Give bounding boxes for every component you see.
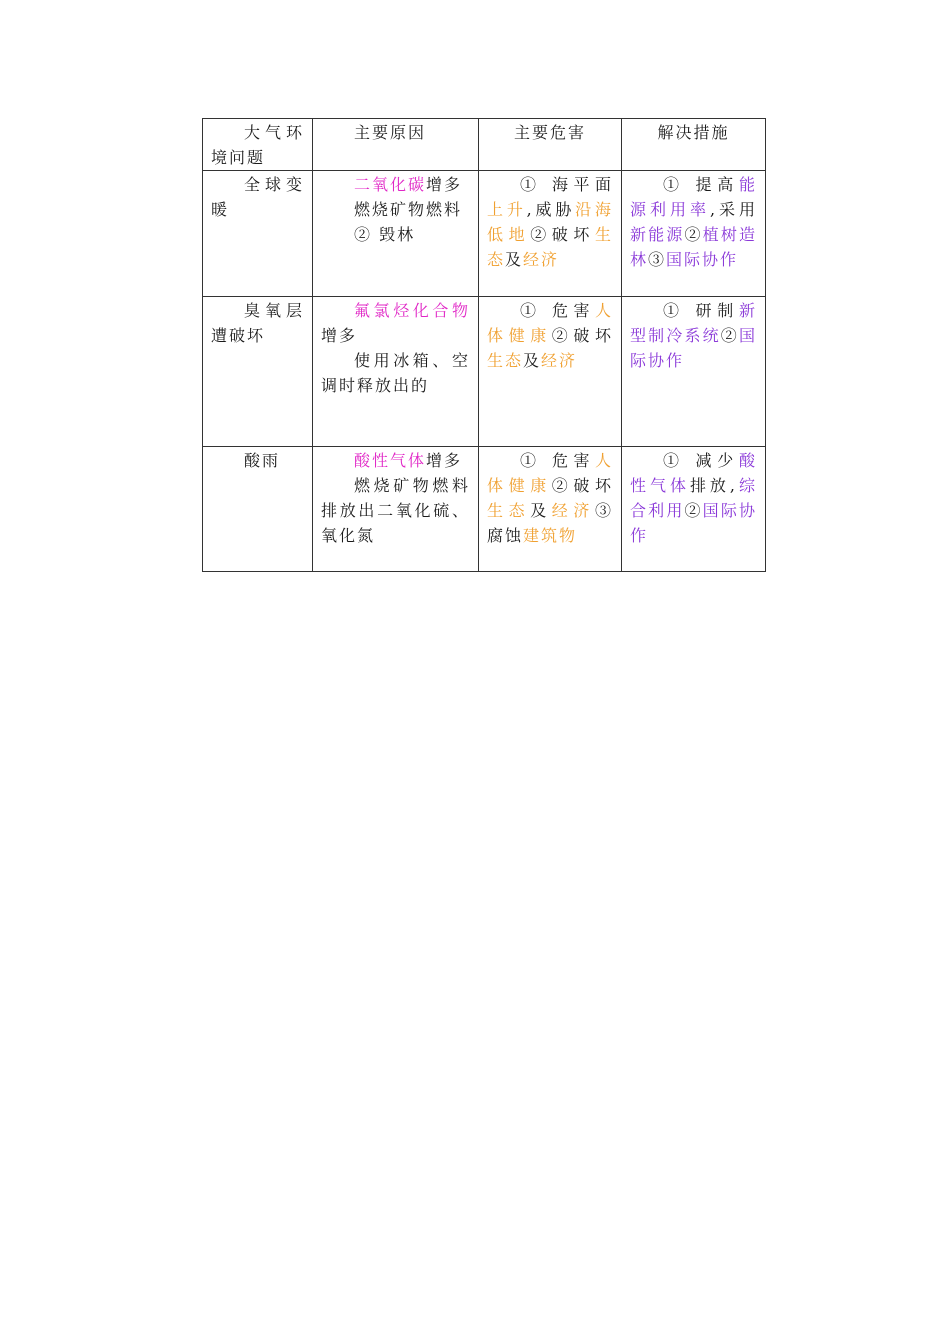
header-cause: 主要原因 (313, 119, 479, 171)
cause-tail-text: 增多 (426, 451, 463, 470)
highlight-text: 建筑物 (523, 526, 578, 545)
highlight-text: 人体健康 (487, 301, 613, 345)
highlight-text: 上升 (487, 200, 527, 219)
environment-issues-table (202, 118, 766, 572)
text-segment: ②破坏 (551, 326, 613, 345)
cause-key-text: 二氧化碳 (354, 175, 427, 194)
text-segment: ① 危害 (520, 301, 595, 320)
text-segment: 及 (505, 250, 524, 269)
highlight-text: 生态 (487, 351, 524, 370)
harm-cell (479, 171, 622, 297)
problem-cell: 臭氧层遭破坏 (203, 297, 313, 447)
problem-cell: 全球变暖 (203, 171, 313, 297)
text-segment: ,威胁 (526, 200, 576, 219)
text-segment: ① 海平面 (520, 175, 613, 194)
text-segment: ② (720, 326, 739, 345)
problem-cell: 酸雨 (203, 447, 313, 572)
highlight-text: 人体健康 (487, 451, 613, 495)
highlight-text: 生态 (487, 225, 613, 269)
solution-cell (622, 447, 766, 572)
highlight-text: 能源利用率 (630, 175, 757, 219)
cause-tail-text: 增多 (321, 326, 358, 345)
cause-detail: 燃烧矿物燃料排放出二氧化硫、氧化氮 (321, 476, 470, 545)
text-segment: ② (684, 225, 703, 244)
harm-cell (479, 447, 622, 572)
header-harm: 主要危害 (479, 119, 622, 171)
text-segment: ,采用 (709, 200, 757, 219)
highlight-text: 国际协作 (666, 250, 739, 269)
table-header-row (203, 119, 766, 171)
cause-detail-2: ② 毁林 (354, 225, 416, 244)
solution-cell (622, 171, 766, 297)
text-segment: 及 (530, 501, 552, 520)
cause-key-text: 氟氯烃化合物 (354, 301, 470, 320)
highlight-text: 新型制冷系统 (630, 301, 757, 345)
table-row (203, 297, 766, 447)
header-problem: 大气环境问题 (203, 119, 313, 171)
text-segment: ③ (648, 250, 667, 269)
cause-cell (313, 171, 479, 297)
table-row (203, 171, 766, 297)
highlight-text: 新能源 (630, 225, 685, 244)
text-segment: 排放, (689, 476, 737, 495)
cause-cell (313, 297, 479, 447)
highlight-text: 国际协作 (630, 501, 757, 545)
table-row (203, 447, 766, 572)
harm-cell (479, 297, 622, 447)
text-segment: ② (684, 501, 703, 520)
text-segment: ① 提高 (663, 175, 739, 194)
cause-tail-text: 增多 (426, 175, 463, 194)
text-segment: ① 危害 (520, 451, 595, 470)
solution-cell (622, 297, 766, 447)
text-segment: ②破坏 (551, 476, 613, 495)
cause-detail: 使用冰箱、空调时释放出的 (321, 351, 470, 395)
text-segment: ③腐蚀 (487, 501, 613, 545)
highlight-text: 国际协作 (630, 326, 757, 370)
highlight-text: 经济 (551, 501, 595, 520)
highlight-text: 生态 (487, 501, 531, 520)
highlight-text: 经济 (541, 351, 578, 370)
highlight-text: 综合利用 (630, 476, 757, 520)
text-segment: ②破坏 (530, 225, 595, 244)
highlight-text: 酸性气体 (630, 451, 757, 495)
text-segment: ① 研制 (663, 301, 739, 320)
cause-key-text: 酸性气体 (354, 451, 427, 470)
text-segment: ① 减少 (663, 451, 739, 470)
header-solution: 解决措施 (622, 119, 766, 171)
highlight-text: 植树造林 (630, 225, 757, 269)
cause-detail: 燃烧矿物燃料 (354, 200, 463, 219)
highlight-text: 经济 (523, 250, 560, 269)
highlight-text: 沿海低地 (487, 200, 613, 244)
text-segment: 及 (523, 351, 542, 370)
cause-cell (313, 447, 479, 572)
